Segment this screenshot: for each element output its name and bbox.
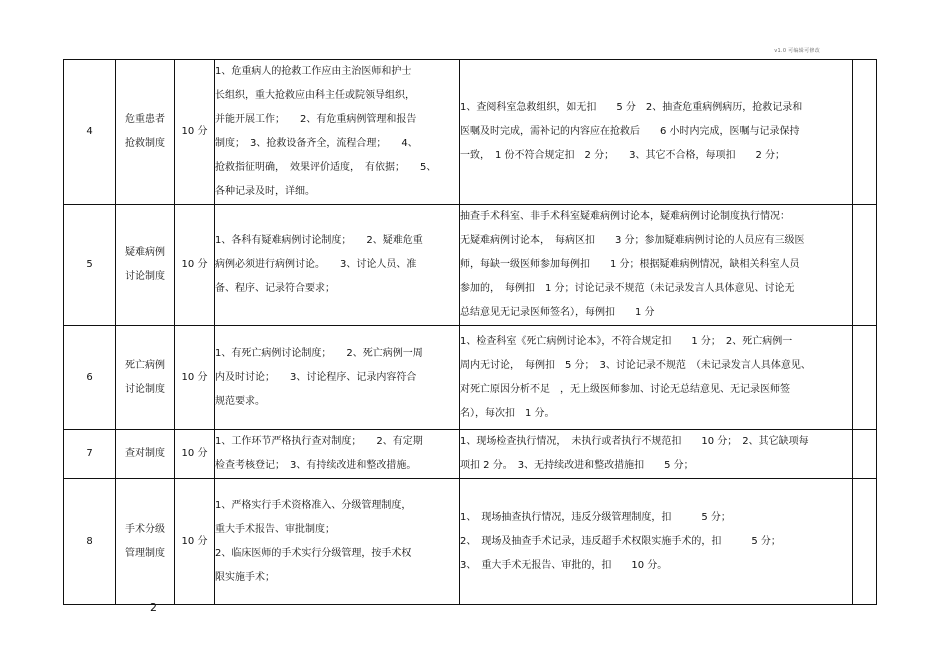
cell-text-line: 1、各科有疑难病例讨论制度； 2、疑难危重	[215, 235, 423, 246]
cell-text-line: 1、检查科室《死亡病例讨论本》，不符合规定扣 1 分； 2、死亡病例一	[460, 335, 793, 347]
cell-text-line: 规范要求。	[215, 395, 265, 407]
empty-cell	[853, 430, 877, 479]
item-name	[116, 326, 175, 430]
cell-text-line: 1、工作环节严格执行查对制度； 2、有定期	[215, 436, 423, 447]
item-standard	[215, 205, 460, 326]
cell-text-line: 抢救制度	[125, 138, 165, 149]
table-row	[64, 60, 877, 205]
table-row	[64, 479, 877, 605]
empty-cell	[853, 479, 877, 605]
page-number: 2	[150, 601, 157, 614]
cell-text-line: 3、 重大手术无报告、审批的，扣 10 分。	[460, 559, 668, 571]
cell-text-line: 查对制度	[125, 448, 165, 459]
cell-text-line: 内及时讨论； 3、讨论程序、记录内容符合	[215, 371, 417, 383]
cell-text-line: 1、严格实行手术资格准入、分级管理制度，	[215, 499, 412, 511]
cell-text-line: 1、危重病人的抢救工作应由主治医师和护士	[215, 66, 412, 77]
cell-text-line: 1、查阅科室急救组织，如无扣 5 分 2、抽查危重病例病历，抢救记录和	[460, 102, 803, 113]
item-method	[460, 205, 853, 326]
item-method	[460, 430, 853, 479]
cell-text-line: 各种记录及时，详细。	[215, 186, 315, 197]
cell-text-line: 备、程序、记录符合要求；	[215, 283, 335, 294]
item-standard	[215, 60, 460, 205]
cell-text-line: 一致， 1 份不符合规定扣 2 分； 3、其它不合格，每项扣 2 分；	[460, 150, 785, 161]
item-number: 5	[64, 205, 116, 326]
cell-text-line: 长组织，重大抢救应由科主任或院领导组织，	[215, 90, 415, 101]
cell-text-line: 病例必须进行病例讨论。 3、讨论人员、准	[215, 259, 417, 270]
item-score: 10 分	[175, 430, 215, 479]
item-number: 8	[64, 479, 116, 605]
cell-text-line: 医嘱及时完成，需补记的内容应在抢救后 6 小时内完成，医嘱与记录保持	[460, 126, 800, 137]
empty-cell	[853, 326, 877, 430]
item-score: 10 分	[175, 60, 215, 205]
cell-text-line: 讨论制度	[125, 271, 165, 282]
item-score: 10 分	[175, 205, 215, 326]
item-number: 7	[64, 430, 116, 479]
item-name	[116, 60, 175, 205]
table-row	[64, 205, 877, 326]
item-method	[460, 479, 853, 605]
cell-text-line: 手术分级	[125, 523, 165, 535]
item-standard	[215, 430, 460, 479]
item-number: 6	[64, 326, 116, 430]
cell-text-line: 管理制度	[125, 547, 165, 559]
cell-text-line: 并能开展工作； 2、有危重病例管理和报告	[215, 114, 417, 125]
item-standard	[215, 479, 460, 605]
cell-text-line: 制度； 3、抢救设备齐全，流程合理； 4、	[215, 138, 418, 149]
cell-text-line: 检查考核登记； 3、有持续改进和整改措施。	[215, 460, 417, 471]
item-method	[460, 60, 853, 205]
item-number: 4	[64, 60, 116, 205]
cell-text-line: 讨论制度	[125, 383, 165, 395]
item-standard	[215, 326, 460, 430]
cell-text-line: 无疑难病例讨论本， 每病区扣 3 分；参加疑难病例讨论的人员应有三级医	[460, 235, 805, 246]
cell-text-line: 周内无讨论， 每例扣 5 分； 3、讨论记录不规范 （未记录发言人具体意见、	[460, 359, 811, 371]
item-name	[116, 430, 175, 479]
cell-text-line: 危重患者	[125, 114, 165, 125]
item-score: 10 分	[175, 479, 215, 605]
table-row	[64, 326, 877, 430]
cell-text-line: 疑难病例	[125, 247, 165, 258]
cell-text-line: 1、现场检查执行情况， 未执行或者执行不规范扣 10 分； 2、其它缺项每	[460, 436, 809, 447]
cell-text-line: 2、临床医师的手术实行分级管理，按手术权	[215, 547, 412, 559]
cell-text-line: 2、 现场及抽查手术记录，违反超手术权限实施手术的，扣 5 分；	[460, 535, 781, 547]
cell-text-line: 参加的， 每例扣 1 分；讨论记录不规范（未记录发言人具体意见、讨论无	[460, 283, 795, 294]
item-method	[460, 326, 853, 430]
item-score: 10 分	[175, 326, 215, 430]
empty-cell	[853, 60, 877, 205]
cell-text-line: 名），每次扣 1 分。	[460, 407, 555, 419]
item-name	[116, 205, 175, 326]
evaluation-table	[63, 59, 877, 605]
cell-text-line: 限实施手术；	[215, 571, 275, 583]
cell-text-line: 对死亡原因分析不足 ，无上级医师参加、讨论无总结意见、无记录医师签	[460, 383, 790, 395]
cell-text-line: 师，每缺一级医师参加每例扣 1 分；根据疑难病例情况，缺相关科室人员	[460, 259, 800, 270]
item-name	[116, 479, 175, 605]
cell-text-line: 死亡病例	[125, 359, 165, 371]
version-note: v1.0 可编辑可修改	[774, 48, 820, 54]
table-row	[64, 430, 877, 479]
cell-text-line: 抢救指征明确， 效果评价适度， 有依据； 5、	[215, 162, 437, 173]
cell-text-line: 项扣 2 分。 3、无持续改进和整改措施扣 5 分；	[460, 460, 694, 471]
cell-text-line: 抽查手术科室、非手术科室疑难病例讨论本，疑难病例讨论制度执行情况：	[460, 211, 790, 222]
cell-text-line: 1、 现场抽查执行情况，违反分级管理制度，扣 5 分；	[460, 511, 731, 523]
cell-text-line: 1、有死亡病例讨论制度； 2、死亡病例一周	[215, 347, 423, 359]
cell-text-line: 重大手术报告、审批制度；	[215, 523, 335, 535]
cell-text-line: 总结意见无记录医师签名），每例扣 1 分	[460, 307, 655, 318]
empty-cell	[853, 205, 877, 326]
